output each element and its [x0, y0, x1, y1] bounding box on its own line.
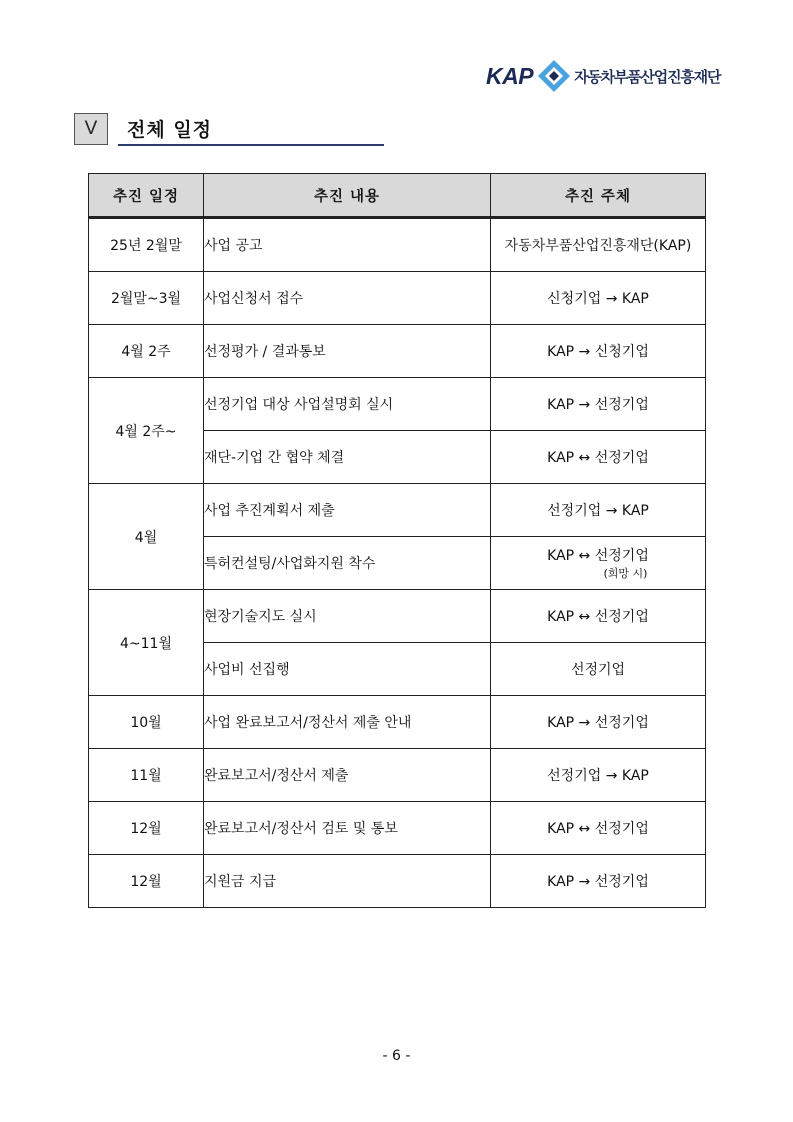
table-row — [89, 325, 706, 378]
actor-cell: KAP ↔ 선정기업 — [491, 590, 706, 643]
section-heading — [74, 113, 314, 149]
actor-cell: KAP → 선정기업 — [491, 696, 706, 749]
actor-cell: 자동차부품산업진흥재단(KAP) — [491, 218, 706, 272]
content-cell: 완료보고서/정산서 검토 및 통보 — [204, 802, 491, 855]
period-cell: 2월말~3월 — [89, 272, 204, 325]
period-cell: 11월 — [89, 749, 204, 802]
period-cell: 4월 — [89, 484, 204, 590]
page-number: - 6 - — [382, 1048, 411, 1064]
header-content: 추진 내용 — [204, 174, 491, 218]
actor-cell: KAP → 신청기업 — [491, 325, 706, 378]
content-cell: 재단-기업 간 협약 체결 — [204, 431, 491, 484]
table-row — [89, 272, 706, 325]
period-cell: 12월 — [89, 802, 204, 855]
content-cell: 사업 추진계획서 제출 — [204, 484, 491, 537]
content-cell: 사업 완료보고서/정산서 제출 안내 — [204, 696, 491, 749]
logo-org-name: 자동차부품산업진흥재단 — [574, 67, 721, 86]
table-row — [89, 696, 706, 749]
content-cell: 선정평가 / 결과통보 — [204, 325, 491, 378]
content-cell: 특허컨설팅/사업화지원 착수 — [204, 537, 491, 590]
section-title: 전체 일정 — [127, 119, 213, 141]
content-cell: 선정기업 대상 사업설명회 실시 — [204, 378, 491, 431]
content-cell: 지원금 지급 — [204, 855, 491, 908]
actor-cell — [491, 537, 706, 590]
content-cell: 완료보고서/정산서 제출 — [204, 749, 491, 802]
header-period: 추진 일정 — [89, 174, 204, 218]
actor-text: KAP ↔ 선정기업 — [547, 547, 649, 564]
section-underline — [118, 144, 384, 146]
period-cell: 4월 2주~ — [89, 378, 204, 484]
header-actor: 추진 주체 — [491, 174, 706, 218]
period-cell: 12월 — [89, 855, 204, 908]
schedule-table — [88, 173, 706, 908]
kap-logo — [486, 58, 720, 94]
actor-cell: KAP → 선정기업 — [491, 378, 706, 431]
content-cell: 사업 공고 — [204, 218, 491, 272]
diamond-logo-icon — [536, 58, 572, 94]
table-row — [89, 802, 706, 855]
section-numeral: V — [74, 113, 108, 145]
period-cell: 4월 2주 — [89, 325, 204, 378]
period-cell: 10월 — [89, 696, 204, 749]
actor-cell: 선정기업 → KAP — [491, 484, 706, 537]
table-row — [89, 590, 706, 643]
actor-cell: KAP ↔ 선정기업 — [491, 431, 706, 484]
content-cell: 사업비 선집행 — [204, 643, 491, 696]
period-cell: 4~11월 — [89, 590, 204, 696]
table-row — [89, 378, 706, 431]
period-cell: 25년 2월말 — [89, 218, 204, 272]
table-row — [89, 484, 706, 537]
actor-note: (희망 시) — [603, 566, 648, 580]
actor-cell: KAP ↔ 선정기업 — [491, 802, 706, 855]
table-row — [89, 855, 706, 908]
content-cell: 현장기술지도 실시 — [204, 590, 491, 643]
actor-cell: KAP → 선정기업 — [491, 855, 706, 908]
actor-cell: 선정기업 → KAP — [491, 749, 706, 802]
logo-brand: KAP — [486, 62, 534, 89]
table-header-row — [89, 174, 706, 218]
actor-cell: 신청기업 → KAP — [491, 272, 706, 325]
content-cell: 사업신청서 접수 — [204, 272, 491, 325]
actor-cell: 선정기업 — [491, 643, 706, 696]
table-row — [89, 218, 706, 272]
table-row — [89, 749, 706, 802]
